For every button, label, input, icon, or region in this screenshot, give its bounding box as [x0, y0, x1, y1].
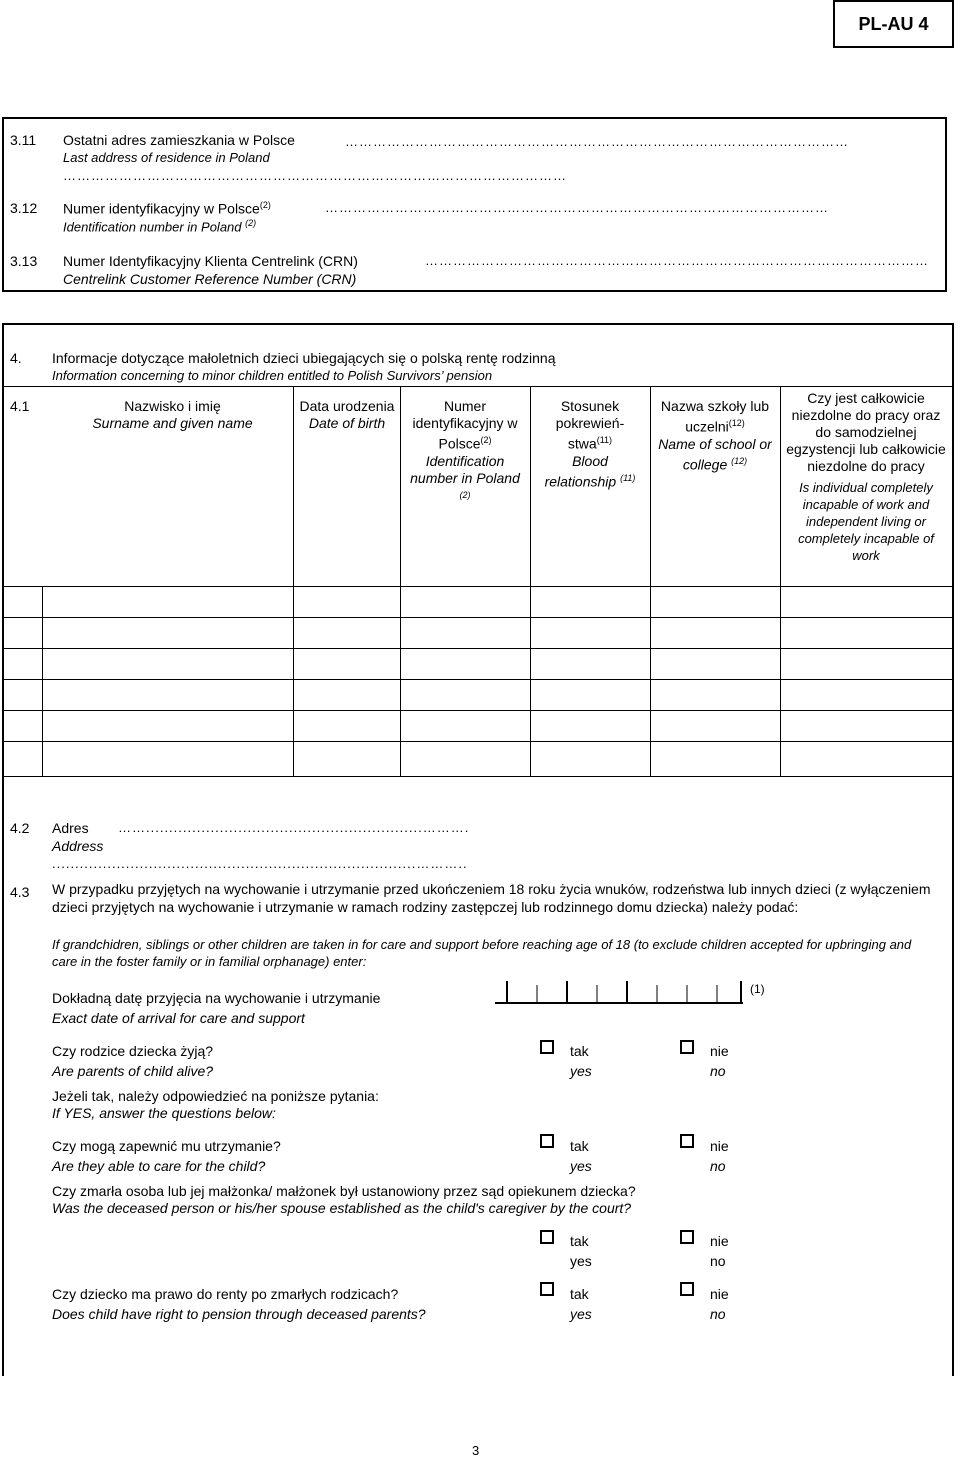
yes-label-en: yes: [570, 1306, 592, 1322]
no-label-pl: nie: [710, 1233, 729, 1249]
q-pension-pl: Czy dziecko ma prawo do renty po zmarłych rodzicach?: [52, 1286, 399, 1302]
yes-label-pl: tak: [570, 1286, 589, 1302]
no-label-pl: nie: [710, 1138, 729, 1154]
no-label-en: no: [710, 1158, 726, 1174]
item-3-13-number: 3.13: [10, 253, 38, 269]
no-label-en: no: [710, 1306, 726, 1322]
q-pension-en: Does child have right to pension through deceased parents?: [52, 1306, 426, 1322]
parents-alive-no-checkbox[interactable]: [680, 1040, 694, 1054]
section-4-number: 4.: [10, 350, 22, 366]
pension-no-checkbox[interactable]: [680, 1282, 694, 1296]
item-4-3-number: 4.3: [10, 884, 30, 900]
address-field-line-1[interactable]: ………………………………………………………………………………………………: [345, 134, 849, 149]
page-number: 3: [472, 1443, 480, 1458]
arrival-date-label-pl: Dokładną datę przyjęcia na wychowanie i utrzymanie: [52, 990, 381, 1006]
q-parents-alive-en: Are parents of child alive?: [52, 1063, 214, 1079]
care-no-checkbox[interactable]: [680, 1134, 694, 1148]
court-yes-checkbox[interactable]: [540, 1230, 554, 1244]
care-yes-checkbox[interactable]: [540, 1134, 554, 1148]
yes-label-pl: tak: [570, 1043, 589, 1059]
q-court-en: Was the deceased person or his/her spouse established as the child's caregiver by the court?: [52, 1200, 632, 1216]
item-3-13-label-en: Centrelink Customer Reference Number (CRN): [63, 271, 357, 287]
item-4-3-text-en: If grandchidren, siblings or other children are taken in for care and support before reaching age of 18 (to exclude children accepted for upbringing and care in the foster family or in familial orphanage) enter:: [52, 937, 912, 969]
yes-label-en: yes: [570, 1158, 592, 1174]
item-3-11-number: 3.11: [10, 132, 37, 148]
footnote-ref: (2): [245, 218, 257, 228]
item-3-12-label-en: Identification number in Poland: [63, 219, 242, 235]
address-label-pl: Adres: [52, 820, 89, 836]
arrival-date-label-en: Exact date of arrival for care and support: [52, 1010, 305, 1026]
col-header-id: Numer identyfikacyjny w Polsce$^{(2)}$ Identification number in Poland $^{(2)}$: [410, 398, 520, 500]
section-4-title-en: Information concerning to minor children entitled to Polish Survivors’ pension: [52, 368, 493, 383]
item-3-12-number: 3.12: [10, 200, 38, 216]
footnote-ref: (1): [750, 982, 765, 996]
q-care-en: Are they able to care for the child?: [52, 1158, 266, 1174]
item-3-11-label-en: Last address of residence in Poland: [63, 150, 270, 165]
col-header-relationship: Stosunek pokrewień-stwa$^{(11)}$ Blood relationship $^{(11)}$: [544, 398, 636, 490]
no-label-en: no: [710, 1253, 726, 1269]
address-input-line-2[interactable]: ...............................................................................………..: [52, 856, 468, 871]
section-4-title-pl: Informacje dotyczące małoletnich dzieci ubiegających się o polską rentę rodzinną: [52, 350, 556, 366]
no-label-pl: nie: [710, 1286, 729, 1302]
col-header-name: Nazwisko i imię Surname and given name: [92, 398, 253, 431]
yes-label-en: yes: [570, 1253, 592, 1269]
yes-label-pl: tak: [570, 1233, 589, 1249]
form-code: PL-AU 4: [833, 0, 954, 48]
no-label-en: no: [710, 1063, 726, 1079]
yes-label-pl: tak: [570, 1138, 589, 1154]
q-court-pl: Czy zmarła osoba lub jej małżonka/ małżonek był ustanowiony przez sąd opiekunem dziecka?: [52, 1183, 636, 1199]
col-header-school: Nazwa szkoły lub uczelni$^{(12)}$ Name of school or college $^{(12)}$: [658, 398, 772, 473]
yes-label-en: yes: [570, 1063, 592, 1079]
item-3-12-label-pl: Numer identyfikacyjny w Polsce: [63, 200, 260, 217]
arrival-date-field[interactable]: [495, 975, 745, 1011]
no-label-pl: nie: [710, 1043, 729, 1059]
address-label-en: Address: [52, 838, 104, 854]
crn-field[interactable]: ………………………………………………………………………………………………: [425, 253, 929, 268]
col-header-dob: Data urodzenia Date of birth: [299, 398, 395, 431]
court-no-checkbox[interactable]: [680, 1230, 694, 1244]
item-3-13-label-pl: Numer Identyfikacyjny Klienta Centrelink (CRN): [63, 253, 358, 269]
item-4-3-text-pl: W przypadku przyjętych na wychowanie i utrzymanie przed ukończeniem 18 roku życia wnuków, rodzeństwa lub innych dzieci (z wyłączeniem dzieci przyjętych na wychowanie i utrzymanie w ramach rodziny zastępczej lub rodzinnego domu dziecka) należy podać:: [52, 881, 931, 915]
col-header-incapable: Czy jest całkowicie niezdolne do pracy oraz do samodzielnej egzystencji lub całkowicie niezdolne do pracy Is individual completely incapable of work and independent living or completely incapable of work: [786, 390, 946, 563]
pension-yes-checkbox[interactable]: [540, 1282, 554, 1296]
address-field-line-2[interactable]: ………………………………………………………………………………………………: [63, 168, 567, 183]
parents-alive-yes-checkbox[interactable]: [540, 1040, 554, 1054]
q-care-pl: Czy mogą zapewnić mu utrzymanie?: [52, 1138, 281, 1154]
id-number-field[interactable]: ………………………………………………………………………………………………: [325, 200, 829, 215]
if-yes-instruction-en: If YES, answer the questions below:: [52, 1105, 276, 1121]
table-number: 4.1: [10, 398, 30, 414]
if-yes-instruction-pl: Jeżeli tak, należy odpowiedzieć na poniższe pytania:: [52, 1088, 379, 1104]
footnote-ref: (2): [259, 200, 271, 210]
address-number: 4.2: [10, 820, 30, 836]
item-3-11-label-pl: Ostatni adres zamieszkania w Polsce: [63, 132, 295, 148]
q-parents-alive-pl: Czy rodzice dziecka żyją?: [52, 1043, 214, 1059]
address-input-line-1[interactable]: ……............................................................……….: [118, 820, 470, 835]
